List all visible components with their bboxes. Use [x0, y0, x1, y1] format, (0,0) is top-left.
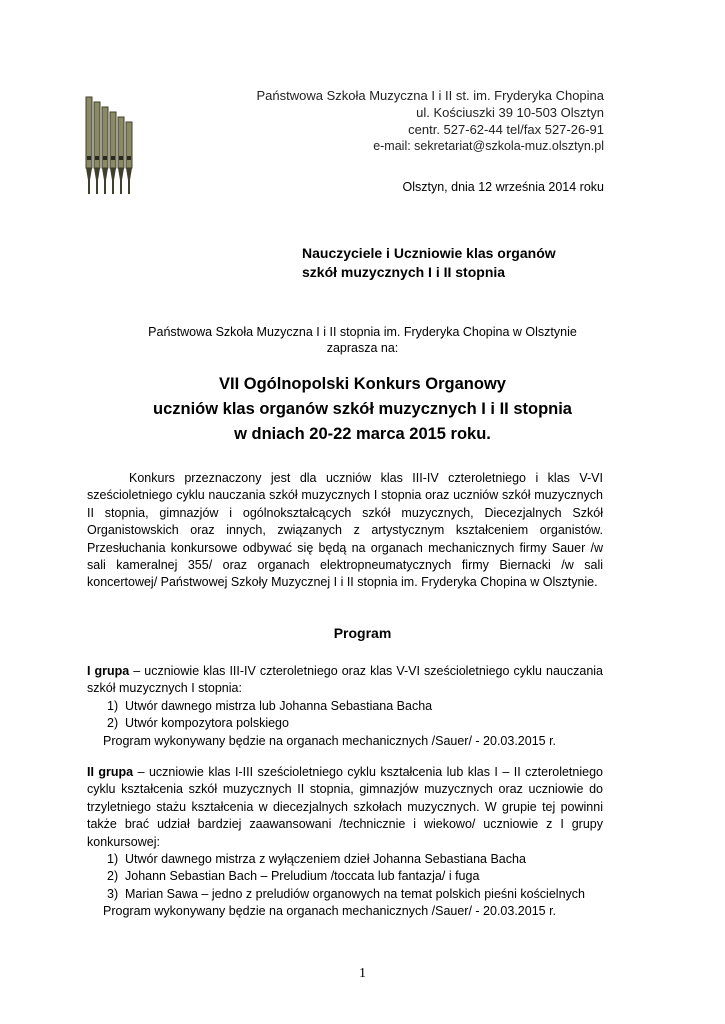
organ-pipes-logo: [84, 94, 142, 200]
invitation: [0, 324, 725, 356]
event-title: [0, 372, 725, 447]
intro-paragraph: [87, 470, 603, 592]
addressee-line-2: szkół muzycznych I i II stopnia: [302, 264, 506, 280]
group-1-description: I grupa – uczniowie klas III-IV czteroletniego oraz klas V-VI sześcioletniego cyklu nauczania szkół muzycznych I stopnia:: [87, 664, 603, 696]
group-2-label: II grupa: [87, 765, 134, 779]
school-phones: centr. 527-62-44 tel/fax 527-26-91: [408, 122, 604, 137]
list-item: 1) Utwór dawnego mistrza z wyłączeniem dzieł Johanna Sebastiana Bacha: [107, 852, 526, 867]
group-1-section: [87, 663, 603, 750]
invitation-line-2: zaprasza na:: [326, 341, 399, 355]
school-name: Państwowa Szkoła Muzyczna I i II st. im. Fryderyka Chopina: [256, 88, 604, 103]
date-line: Olsztyn, dnia 12 września 2014 roku: [402, 180, 604, 194]
event-title-line-3: w dniach 20-22 marca 2015 roku.: [234, 425, 491, 443]
group-2-description: II grupa – uczniowie klas I-III sześcioletniego cyklu kształcenia lub klas I – II czteroletniego cyklu kształcenia szkół muzycznych II stopnia, gimnazjów muzycznych oraz uczniowie do trzyletniego stażu kształcenia w diecezjalnych szkołach muzycznych. W grupie tej powinni także brać udział bardziej zaawansowani /technicznie i wiekowo/ uczniowie z I grupy konkursowej:: [87, 765, 603, 849]
event-title-line-1: VII Ogólnopolski Konkurs Organowy: [219, 375, 506, 393]
program-heading: Program: [333, 625, 392, 641]
letterhead: [256, 87, 604, 155]
event-title-line-2: uczniów klas organów szkół muzycznych I i II stopnia: [152, 400, 572, 418]
intro-text: Konkurs przeznaczony jest dla uczniów klas III-IV czteroletniego i klas V-VI sześcioletniego cyklu nauczania szkół muzycznych I stopnia oraz uczniów szkół muzycznych II stopnia, gimnazjów i ogólnokształcących szkół muzycznych, Diecezjalnych Szkół Organistowskich oraz innych, związanych z artystycznym kształceniem organistów. Przesłuchania konkursowe odbywać się będą na organach mechanicznych firmy Sauer /w sali kameralnej 355/ oraz organach elektropneumatycznych firmy Biernacki /w sali koncertowej/ Państwowej Szkoły Muzycznej I i II stopnia im. Fryderyka Chopina w Olsztynie.: [87, 471, 603, 590]
page-number: 1: [359, 966, 366, 981]
group-1-list: [87, 698, 603, 733]
list-item: 1) Utwór dawnego mistrza lub Johanna Sebastiana Bacha: [107, 698, 433, 713]
addressee: [302, 244, 556, 282]
list-item: 2) Utwór kompozytora polskiego: [107, 716, 289, 731]
school-address: ul. Kościuszki 39 10-503 Olsztyn: [416, 105, 604, 120]
addressee-line-1: Nauczyciele i Uczniowie klas organów: [302, 245, 556, 261]
list-item: 2) Johann Sebastian Bach – Preludium /toccata lub fantazja/ i fuga: [107, 869, 480, 884]
group-2-section: [87, 764, 603, 921]
group-2-note: Program wykonywany będzie na organach mechanicznych /Sauer/ - 20.03.2015 r.: [103, 904, 557, 919]
invitation-line-1: Państwowa Szkoła Muzyczna I i II stopnia im. Fryderyka Chopina w Olsztynie: [148, 325, 577, 339]
group-1-label: I grupa: [87, 664, 130, 678]
group-1-note: Program wykonywany będzie na organach mechanicznych /Sauer/ - 20.03.2015 r.: [103, 733, 557, 748]
school-email: e-mail: sekretariat@szkola-muz.olsztyn.pl: [373, 139, 604, 153]
group-2-list: [87, 851, 603, 903]
list-item: 3) Marian Sawa – jedno z preludiów organowych na temat polskich pieśni kościelnych: [107, 886, 585, 901]
